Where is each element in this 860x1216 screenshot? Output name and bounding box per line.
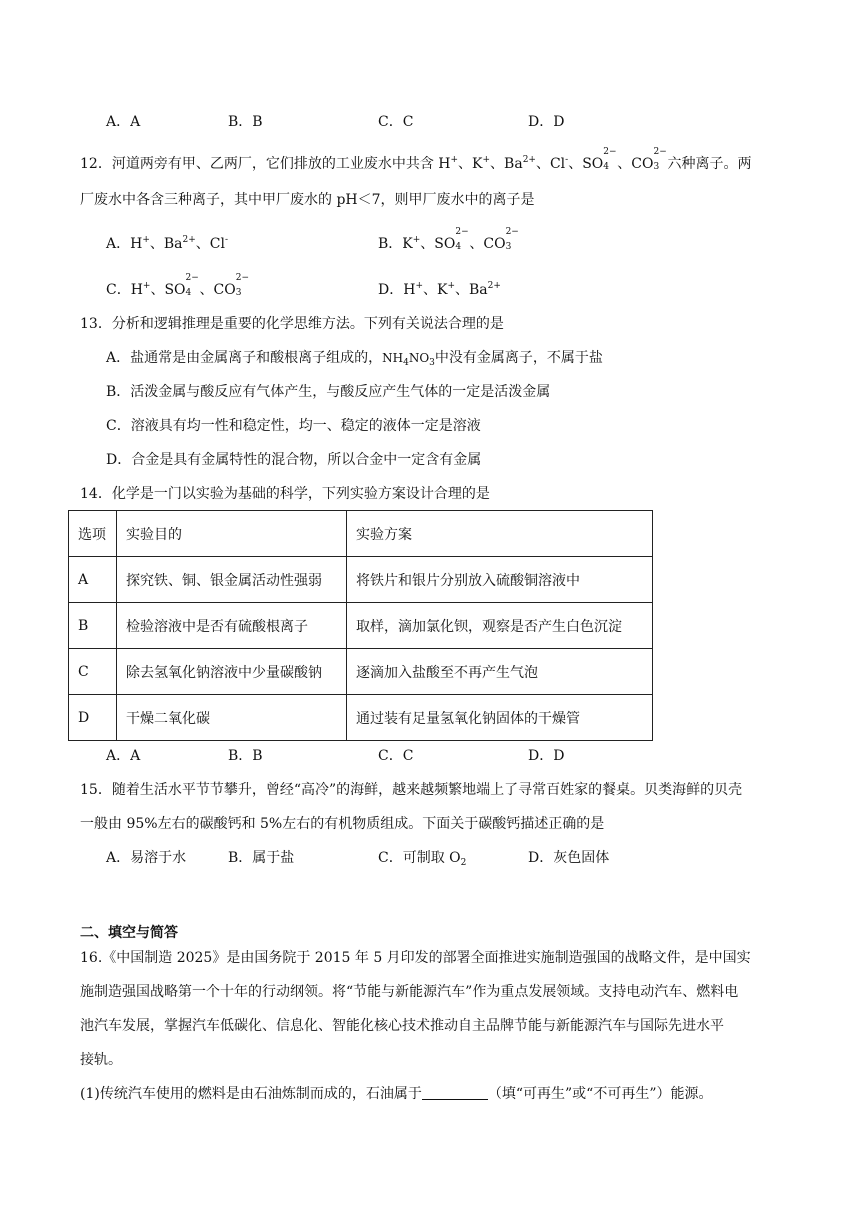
q15-stem-line2: 一般由 95%左右的碳酸钙和 5%左右的有机物质组成。下面关于碳酸钙描述正确的是 — [80, 816, 605, 832]
q15-option-d: D．灰色固体 — [528, 850, 610, 866]
q16-stem-line3: 池汽车发展，掌握汽车低碳化、信息化、智能化核心技术推动自主品牌节能与新能源汽车与国际先进水平 — [80, 1018, 724, 1034]
q12-stem-line2: 厂废水中各含三种离子，其中甲厂废水的 pH＜7，则甲厂废水中的离子是 — [80, 192, 535, 208]
q15-option-a: A．易溶于水 — [106, 850, 187, 866]
table-row — [69, 695, 653, 741]
q12-option-b: B．K+、SO 2− 4 、CO 2− 3 — [378, 227, 519, 252]
table-cell: 逐滴加入盐酸至不再产生气泡 — [347, 649, 653, 695]
table-cell: 取样，滴加氯化钡，观察是否产生白色沉淀 — [347, 603, 653, 649]
table-cell: 通过装有足量氢氧化钠固体的干燥管 — [347, 695, 653, 741]
table-cell: 干燥二氧化碳 — [117, 695, 347, 741]
q11-option-c: C．C — [378, 114, 414, 130]
table-cell: B — [69, 603, 117, 649]
q15-option-c: C．可制取 $O_2$ — [378, 850, 467, 868]
q11-option-b: B．B — [228, 114, 263, 130]
table-cell: A — [69, 557, 117, 603]
table-header-cell: 实验目的 — [117, 511, 347, 557]
q13-option-c: C．溶液具有均一性和稳定性，均一、稳定的液体一定是溶液 — [106, 418, 481, 434]
table-cell: D — [69, 695, 117, 741]
table-header-row — [69, 511, 653, 557]
q14-option-b: B．B — [228, 748, 263, 764]
table-row — [69, 649, 653, 695]
answer-blank[interactable] — [422, 1085, 488, 1100]
q12-option-c: C．H+、SO 2− 4 、CO 2− 3 — [106, 273, 250, 298]
table-cell: 将铁片和银片分别放入硫酸铜溶液中 — [347, 557, 653, 603]
q13-option-d: D．合金是具有金属特性的混合物，所以合金中一定含有金属 — [106, 452, 482, 468]
table-cell: 除去氢氧化钠溶液中少量碳酸钠 — [117, 649, 347, 695]
q13-option-b: B．活泼金属与酸反应有气体产生，与酸反应产生气体的一定是活泼金属 — [106, 384, 551, 400]
table-cell: C — [69, 649, 117, 695]
q11-option-d: D．D — [528, 114, 565, 130]
table-row — [69, 557, 653, 603]
q16-sub1: (1)传统汽车使用的燃料是由石油炼制而成的，石油属于 （填“可再生”或“不可再生”）能源。 — [80, 1086, 713, 1102]
q14-stem: 14．化学是一门以实验为基础的科学，下列实验方案设计合理的是 — [80, 486, 490, 502]
q12-stem-line1: 12．河道两旁有甲、乙两厂，它们排放的工业废水中共含 H+、K+、$Ba^{2+}$、Cl-、SO 2− 4 、CO 2− 3 六种离子。两 — [80, 147, 752, 172]
q16-stem-line1: 16.《中国制造 2025》是由国务院于 2015 年 5 月印发的部署全面推进实施制造强国的战略文件，是中国实 — [80, 950, 751, 966]
q16-stem-line4: 接轨。 — [80, 1052, 122, 1068]
q15-option-b: B．属于盐 — [228, 850, 295, 866]
q14-option-a: A．A — [106, 748, 141, 764]
q14-experiment-table — [68, 510, 653, 741]
section-heading: 二、填空与简答 — [80, 925, 178, 941]
q15-stem-line1: 15．随着生活水平节节攀升，曾经“高冷”的海鲜，越来越频繁地端上了寻常百姓家的餐桌。贝类海鲜的贝壳 — [80, 782, 743, 798]
q14-option-c: C．C — [378, 748, 414, 764]
q16-stem-line2: 施制造强国战略第一个十年的行动纲领。将“节能与新能源汽车”作为重点发展领域。支持电动汽车、燃料电 — [80, 984, 739, 1000]
q12-option-d: D．H+、K+、$Ba^{2+}$ — [378, 281, 501, 298]
table-header-cell: 选项 — [69, 511, 117, 557]
table-header-cell: 实验方案 — [347, 511, 653, 557]
table-cell: 探究铁、铜、银金属活动性强弱 — [117, 557, 347, 603]
q12-option-a: A．H+、$Ba^{2+}$、Cl- — [106, 235, 229, 252]
q11-option-a: A．A — [106, 114, 141, 130]
table-cell: 检验溶液中是否有硫酸根离子 — [117, 603, 347, 649]
table-row — [69, 603, 653, 649]
q13-stem: 13．分析和逻辑推理是重要的化学思维方法。下列有关说法合理的是 — [80, 316, 504, 332]
q14-option-d: D．D — [528, 748, 565, 764]
q13-option-a: A．盐通常是由金属离子和酸根离子组成的，$NH_4NO_3$中没有金属离子，不属于盐 — [106, 350, 603, 368]
